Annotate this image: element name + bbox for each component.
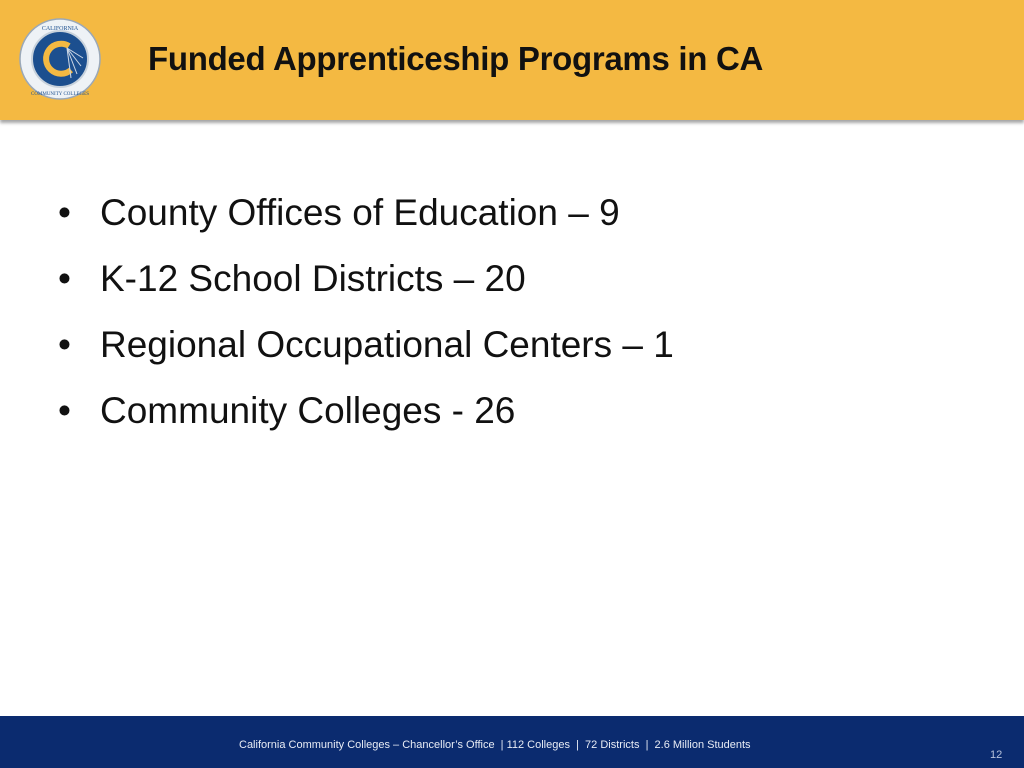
bullet-text: K-12 School Districts – 20 [100,258,526,299]
slide-footer [0,716,1024,768]
footer-info: California Community Colleges – Chancellor’s Office | 112 Colleges | 72 Districts | 2.6 Million Students [239,739,751,751]
slide-header [0,0,1024,120]
svg-text:CALIFORNIA: CALIFORNIA [41,26,79,32]
bullet-item [58,386,674,452]
california-community-colleges-seal-logo [19,18,101,100]
bullet-icon: • [58,258,71,299]
bullet-item [58,254,674,320]
svg-text:COMMUNITY COLLEGES: COMMUNITY COLLEGES [30,92,90,97]
page-number: 12 [990,749,1003,761]
bullet-text: County Offices of Education – 9 [100,192,620,233]
bullet-icon: • [58,192,71,233]
bullet-list [58,188,674,452]
slide-title: Funded Apprenticeship Programs in CA [148,40,764,77]
bullet-icon: • [58,324,71,365]
bullet-icon: • [58,390,71,431]
bullet-item [58,320,674,386]
bullet-text: Regional Occupational Centers – 1 [100,324,674,365]
bullet-text: Community Colleges - 26 [100,390,516,431]
bullet-item [58,188,674,254]
